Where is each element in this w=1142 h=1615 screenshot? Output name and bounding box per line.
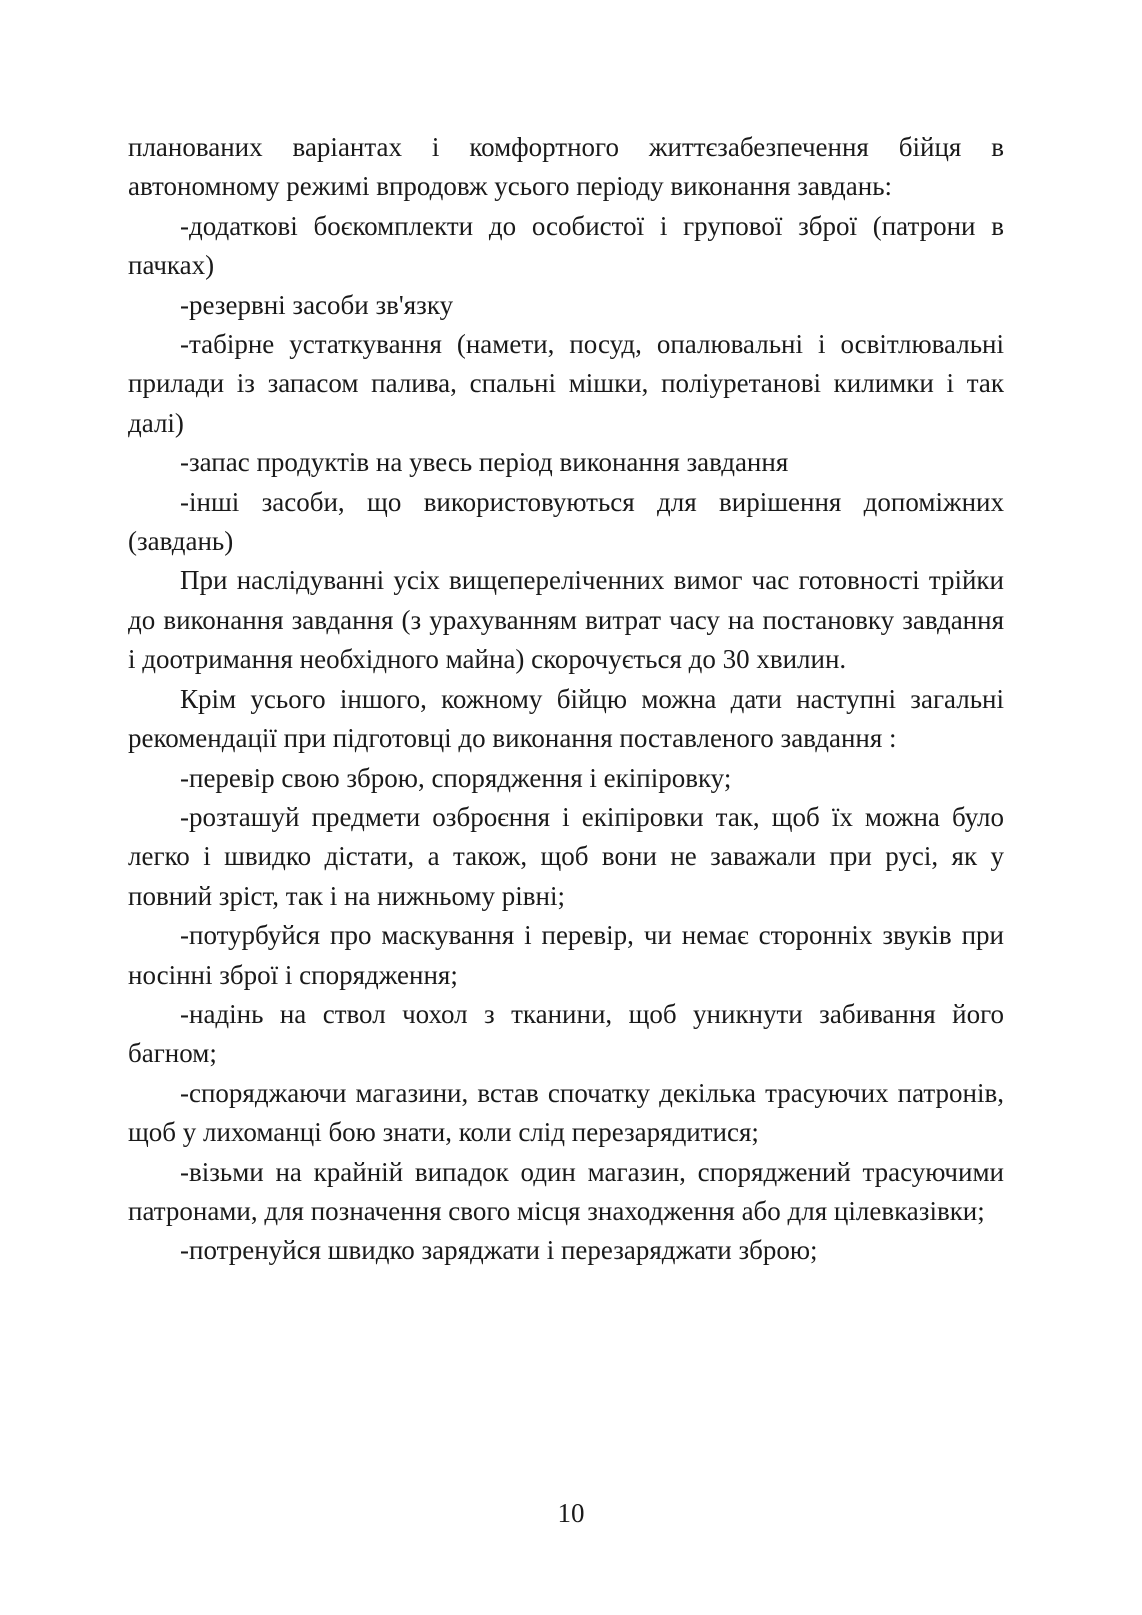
list-item-arrange-gear: -розташуй предмети озброєння і екіпіровки так, щоб їх можна було легко і швидко дістати, а також, щоб вони не заважали при русі, як у повний зріст, так і на нижньому рівні; [128, 801, 1004, 911]
list-item-check-weapon: -перевір свою зброю, спорядження і екіпіровку; [180, 762, 732, 793]
paragraph-readiness-time: При наслідуванні усіх вищепереліченних вимог час готовності трійки до виконання завдання (з урахуванням витрат часу на постановку завдання і доотримання необхідного майна) скорочується до 30 хвилин. [128, 565, 1004, 675]
list-item-camouflage: -потурбуйся про маскування і перевір, чи немає сторонніх звуків при носінні зброї і спорядження; [128, 920, 1004, 990]
list-item-tracer-rounds: -споряджаючи магазини, встав спочатку декілька трасуючих патронів, щоб у лихоманці бою знати, коли слід перезарядитися; [128, 1077, 1004, 1148]
list-item-food-supply: -запас продуктів на увесь період виконання завдання [180, 447, 789, 478]
paragraph-recommendations-intro: Крім усього іншого, кожному бійцю можна дати наступні загальні рекомендації при підготовці до виконання поставленого завдання : [128, 683, 1004, 754]
page-body [128, 128, 1004, 1271]
list-item-other-means: -інші засоби, що використовуються для вирішення допоміжних (завдань) [128, 486, 1004, 557]
list-item-barrel-cover: -надінь на ствол чохол з тканини, щоб уникнути забивання його багном; [128, 998, 1004, 1069]
list-item-ammunition: -додаткові боєкомплекти до особистої і групової зброї (патрони в пачках) [128, 210, 1004, 281]
paragraph-continuation: планованих варіантах і комфортного життєзабезпечення бійця в автономному режимі впродовж усього періоду виконання завдань: [128, 132, 1004, 202]
list-item-reload-practice: -потренуйся швидко заряджати і перезаряджати зброю; [180, 1235, 818, 1266]
list-item-tracer-magazine: -візьми на крайній випадок один магазин, споряджений трасуючими патронами, для позначення свого місця знаходження або для цілевказівки; [128, 1156, 1004, 1226]
list-item-camp-equipment: -табірне устаткування (намети, посуд, опалювальні і освітлювальні прилади із запасом палива, спальні мішки, поліуретанові килимки і так далі) [128, 329, 1004, 438]
list-item-communications: -резервні засоби зв'язку [180, 289, 454, 320]
page-number: 10 [557, 1498, 585, 1528]
